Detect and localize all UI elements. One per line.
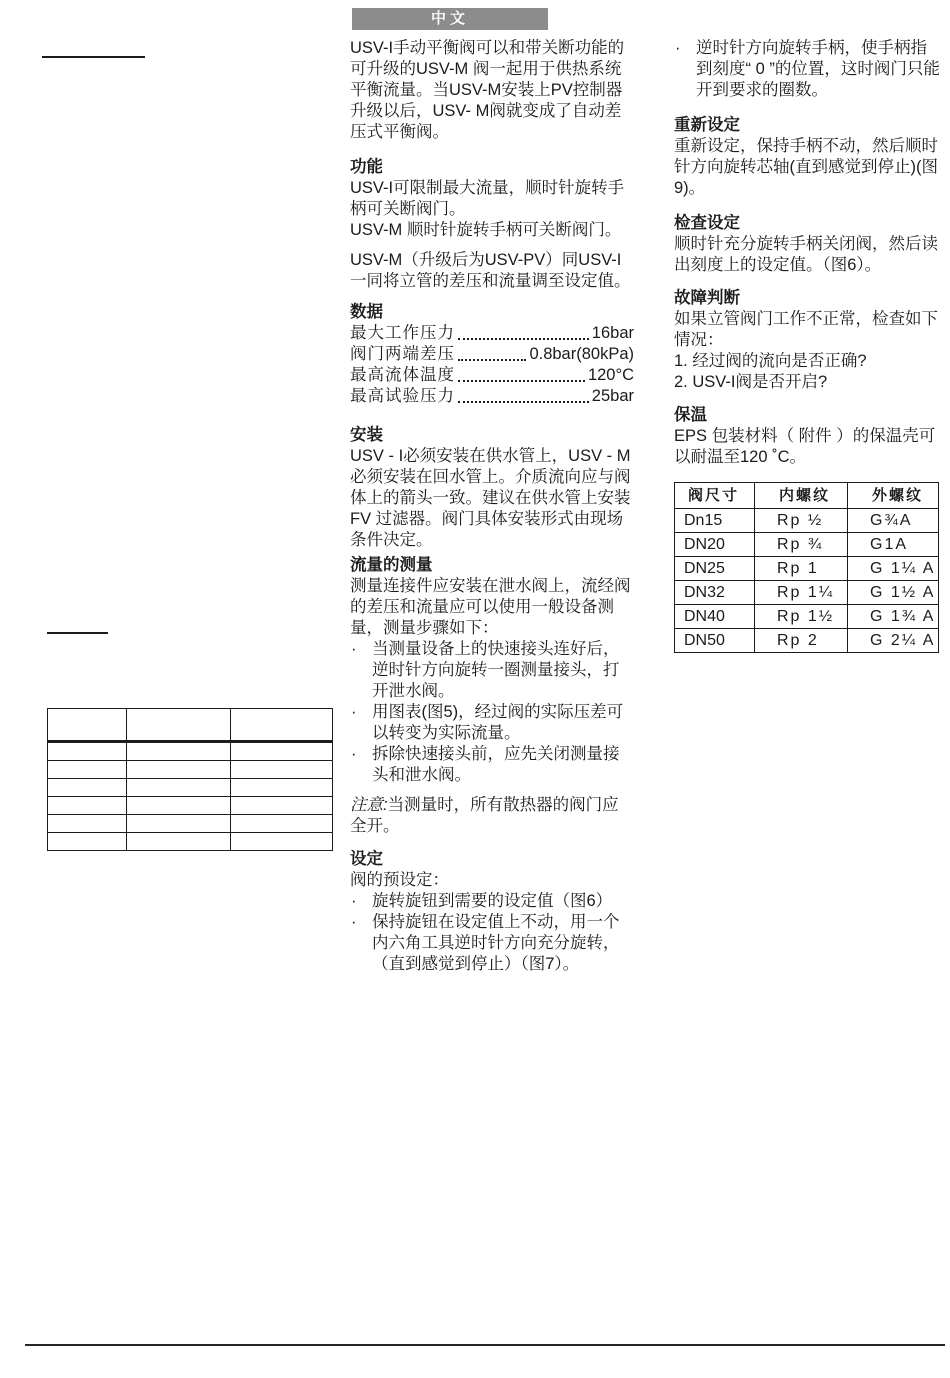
bullet-marker: ·: [351, 640, 357, 658]
data-value: 25bar: [591, 387, 634, 405]
upgrade-note-paragraph: USV-M（升级后为USV-PV）同USV-I一同将立管的差压和流量调至设定值。: [350, 251, 631, 290]
empty-table-header-row: [48, 709, 333, 742]
data-list: [350, 323, 634, 407]
table-row: [675, 557, 939, 581]
data-row: [350, 323, 634, 344]
setting-bullet-list: [350, 891, 634, 975]
bullet-marker: ·: [351, 913, 357, 931]
table-cell: Rp ½: [755, 509, 848, 533]
setting-intro: 阀的预设定：: [350, 871, 449, 889]
table-cell: Rp 1¼: [755, 581, 848, 605]
left-column-short-rule-top: [42, 56, 145, 58]
data-row: [350, 344, 634, 365]
intro-paragraph: USV-I手动平衡阀可以和带关断功能的可升级的USV-M 阀一起用于供热系统平衡流量。当USV-M安装上PV控制器升级以后，USV- M阀就变成了自动差压式平衡阀。: [350, 39, 625, 141]
data-label: 最高试验压力: [350, 387, 455, 405]
bullet-text: 用图表(图5)，经过阀的实际压差可以转变为实际流量。: [372, 703, 624, 742]
table-header-row: [675, 483, 939, 509]
data-row: [350, 365, 634, 386]
data-value: 0.8bar(80kPa): [529, 345, 634, 363]
table-cell: Rp 1: [755, 557, 848, 581]
install-paragraph: USV - I必须安装在供水管上，USV - M必须安装在回水管上。介质流向应与阀体上的箭头一致。建议在供水管上安装 FV 过滤器。阀门具体安装形式由现场条件决定。: [350, 447, 631, 549]
empty-table-row: [48, 742, 333, 761]
column-header: 内螺纹: [755, 483, 848, 509]
bullet-text: 旋转旋钮到需要的设定值（图6）: [372, 892, 613, 910]
bullet-marker: ·: [351, 892, 357, 910]
empty-table-row: [48, 797, 333, 815]
dot-leader: [458, 338, 589, 340]
left-column-short-rule-mid: [47, 632, 108, 634]
troubleshooting-item-2: 2. USV-I阀是否开启?: [674, 373, 828, 391]
table-row: [675, 509, 939, 533]
column-header: 阀尺寸: [675, 483, 755, 509]
dot-leader: [458, 359, 526, 361]
section-heading-insulation: 保温: [674, 406, 707, 424]
reset-paragraph: 重新设定，保持手柄不动，然后顺时针方向旋转芯轴(直到感觉到停止)(图9)。: [674, 137, 938, 197]
chinese-text-column-right: [674, 38, 942, 468]
list-item: [674, 38, 942, 101]
section-heading-install: 安装: [350, 426, 383, 444]
table-row: [675, 533, 939, 557]
table-cell: G¾A: [848, 509, 939, 533]
list-item: [350, 912, 634, 975]
table-cell: G 2¼ A: [848, 629, 939, 653]
note-paragraph: [350, 795, 634, 837]
troubleshooting-item-1: 1. 经过阀的流向是否正确?: [674, 352, 867, 370]
table-cell: DN32: [675, 581, 755, 605]
table-cell: DN25: [675, 557, 755, 581]
data-label: 最高流体温度: [350, 366, 455, 384]
bullet-marker: ·: [351, 745, 357, 763]
table-cell: G1A: [848, 533, 939, 557]
empty-table-row: [48, 815, 333, 833]
list-item: [350, 639, 634, 702]
table-cell: DN20: [675, 533, 755, 557]
data-value: 120°C: [587, 366, 634, 384]
section-heading-reset: 重新设定: [674, 116, 740, 134]
table-cell: Dn15: [675, 509, 755, 533]
table-cell: DN50: [675, 629, 755, 653]
function-line-1: USV-I可限制最大流量，顺时针旋转手柄可关断阀门。: [350, 179, 625, 218]
table-cell: Rp 1½: [755, 605, 848, 629]
table-cell: G 1¾ A: [848, 605, 939, 629]
measurement-paragraph: 测量连接件应安装在泄水阀上，流经阀的差压和流量应可以使用一般设备测量，测量步骤如下：: [350, 577, 631, 637]
bullet-text: 逆时针方向旋转手柄，使手柄指到刻度“ 0 ”的位置，这时阀门只能开到要求的圈数。: [696, 39, 940, 99]
language-badge: 中文: [352, 8, 548, 30]
bullet-marker: ·: [351, 703, 357, 721]
chinese-text-column: [350, 8, 634, 975]
bullet-text: 保持旋钮在设定值上不动，用一个内六角工具逆时针方向充分旋转，（直到感觉到停止）（图7）。: [372, 913, 620, 973]
empty-table-row: [48, 833, 333, 851]
thread-size-table: [674, 482, 939, 653]
list-item: [350, 744, 634, 786]
note-text: 当测量时，所有散热器的阀门应全开。: [350, 796, 619, 835]
data-label: 最大工作压力: [350, 324, 455, 342]
empty-table-row: [48, 761, 333, 779]
troubleshooting-paragraph: 如果立管阀门工作不正常，检查如下情况：: [674, 310, 938, 349]
section-heading-flow-measurement: 流量的测量: [350, 556, 433, 574]
bullet-text: 当测量设备上的快速接头连好后，逆时针方向旋转一圈测量接头，打开泄水阀。: [372, 640, 620, 700]
data-value: 16bar: [591, 324, 634, 342]
list-item: [350, 702, 634, 744]
dot-leader: [458, 401, 589, 403]
table-cell: G 1¼ A: [848, 557, 939, 581]
table-cell: Rp 2: [755, 629, 848, 653]
table-cell: Rp ¾: [755, 533, 848, 557]
column-header: 外螺纹: [848, 483, 939, 509]
section-heading-troubleshooting: 故障判断: [674, 289, 740, 307]
data-row: [350, 386, 634, 407]
table-row: [675, 605, 939, 629]
footer-rule: [25, 1344, 945, 1346]
dot-leader: [458, 380, 585, 382]
section-heading-function: 功能: [350, 158, 383, 176]
section-heading-setting: 设定: [350, 850, 383, 868]
table-row: [675, 581, 939, 605]
empty-table-row: [48, 779, 333, 797]
list-item: [350, 891, 634, 912]
section-heading-data: 数据: [350, 303, 383, 321]
bullet-marker: ·: [675, 39, 681, 57]
bullet-text: 拆除快速接头前，应先关闭测量接头和泄水阀。: [372, 745, 620, 784]
data-label: 阀门两端差压: [350, 345, 455, 363]
section-heading-check-setting: 检查设定: [674, 214, 740, 232]
check-setting-paragraph: 顺时针充分旋转手柄关闭阀，然后读出刻度上的设定值。（图6）。: [674, 235, 938, 274]
function-line-2: USV-M 顺时针旋转手柄可关断阀门。: [350, 221, 622, 239]
insulation-paragraph: EPS 包装材料（ 附件 ）的保温壳可以耐温至120 ˚C。: [674, 427, 936, 466]
note-prefix: 注意:: [350, 796, 388, 814]
table-cell: DN40: [675, 605, 755, 629]
empty-spec-table: [47, 708, 333, 851]
measurement-bullet-list: [350, 639, 634, 786]
table-row: [675, 629, 939, 653]
table-cell: G 1½ A: [848, 581, 939, 605]
